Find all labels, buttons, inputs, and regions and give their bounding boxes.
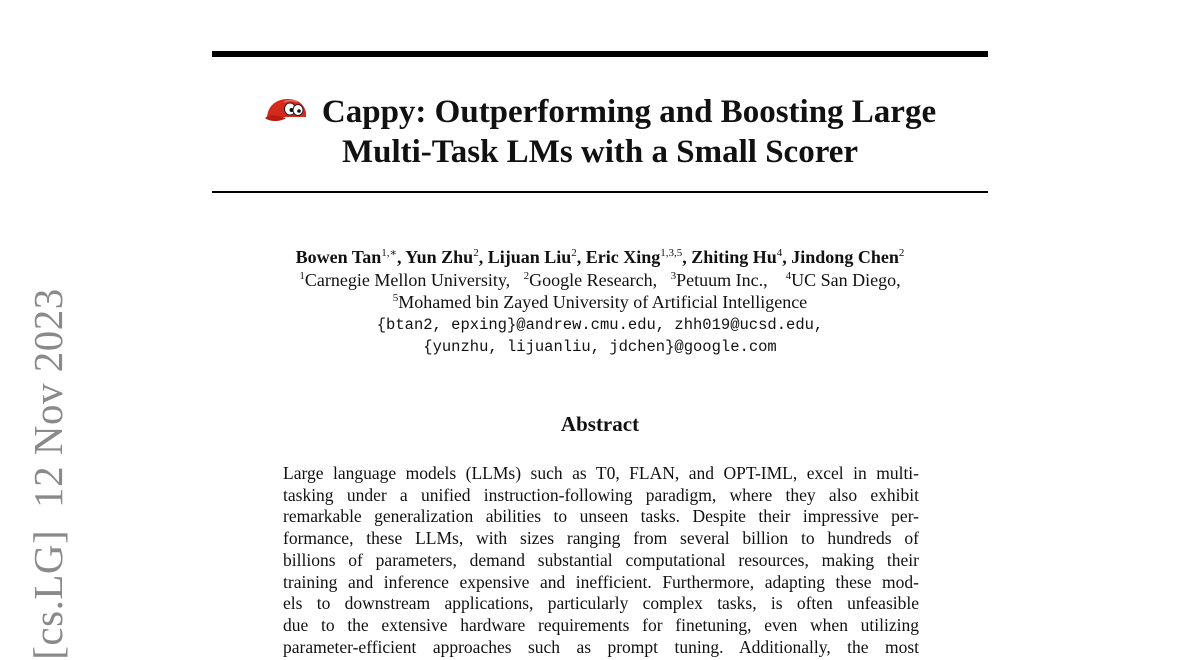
- affiliation-mark: 1: [299, 269, 305, 282]
- affiliation: UC San Diego,: [791, 269, 901, 290]
- abstract-line: tasking under a unified instruction-following paradigm, where they also exhibit: [283, 484, 919, 505]
- author-block: [212, 246, 988, 359]
- author-affil-mark: 2: [571, 247, 577, 259]
- title-line-1: [212, 92, 988, 132]
- affiliation: Carnegie Mellon University,: [304, 269, 511, 290]
- affiliation: Petuum Inc.,: [676, 269, 768, 290]
- author-name: Jindong Chen: [791, 247, 899, 267]
- arxiv-date: 12 Nov 2023: [25, 288, 71, 508]
- affiliation-mark: 5: [392, 292, 399, 304]
- arxiv-sidebar-stamp: [24, 288, 72, 659]
- author-affil-mark: 4: [776, 247, 783, 259]
- affiliation: Mohamed bin Zayed University of Artificial Intelligence: [398, 292, 808, 312]
- affiliation: Google Research,: [529, 269, 658, 290]
- author-names: Bowen Tan$^{1,∗}$, Yun Zhu$^2$, Lijuan Liu$^2$, Eric Xing$^{1,3,5}$, Zhiting Hu$^4$, Jindong Chen$^2$: [295, 247, 905, 267]
- title-bottom-rule: [212, 191, 988, 193]
- author-affil-mark: 2: [898, 247, 905, 259]
- affiliation-mark: 4: [785, 269, 792, 282]
- abstract-body: [283, 463, 919, 658]
- author-name: Zhiting Hu: [691, 247, 777, 267]
- author-affil-mark: 1,∗: [381, 247, 397, 259]
- email-line-1[interactable]: {btan2, epxing}@andrew.cmu.edu, zhh019@ucsd.edu,: [376, 315, 824, 334]
- affiliations-line-1: [212, 269, 988, 292]
- author-affil-mark: 1,3,5: [660, 247, 683, 259]
- affiliation-mark: 3: [670, 269, 677, 282]
- abstract-line: due to the extensive hardware requirements for finetuning, even when utilizing: [283, 614, 919, 635]
- arxiv-category: [cs.LG]: [25, 529, 71, 660]
- author-name: Lijuan Liu: [487, 247, 572, 267]
- author-name: Bowen Tan: [295, 247, 382, 267]
- author-name: Yun Zhu: [405, 247, 474, 267]
- title-text-1: Cappy: Outperforming and Boosting Large: [321, 94, 937, 130]
- abstract-line: parameter-efficient approaches such as prompt tuning. Additionally, the most: [283, 636, 919, 657]
- abstract-line: formance, these LLMs, with sizes ranging from several billion to hundreds of: [283, 528, 919, 549]
- abstract-line: remarkable generalization abilities to unseen tasks. Despite their impressive per-: [283, 506, 919, 527]
- author-affil-mark: 2: [473, 247, 479, 259]
- affiliations-line-2: [212, 291, 988, 314]
- abstract-heading: Abstract: [560, 412, 640, 436]
- abstract-line: training and inference expensive and inefficient. Furthermore, adapting these mod-: [283, 571, 919, 592]
- abstract-line: Large language models (LLMs) such as T0, FLAN, and OPT-IML, excel in multi-: [283, 463, 919, 483]
- title-line-2: Multi-Task LMs with a Small Scorer: [341, 134, 859, 170]
- title-top-rule: [212, 51, 988, 57]
- author-name: Eric Xing: [585, 247, 661, 267]
- red-cap-icon: [264, 96, 310, 124]
- email-line-2[interactable]: {yunzhu, lijuanliu, jdchen}@google.com: [423, 338, 777, 356]
- affiliation-mark: 2: [523, 269, 530, 282]
- abstract-line: billions of parameters, demand substantial computational resources, making their: [283, 549, 919, 570]
- paper-title: [212, 92, 988, 172]
- abstract-line: els to downstream applications, particularly complex tasks, is often unfeasible: [283, 593, 919, 614]
